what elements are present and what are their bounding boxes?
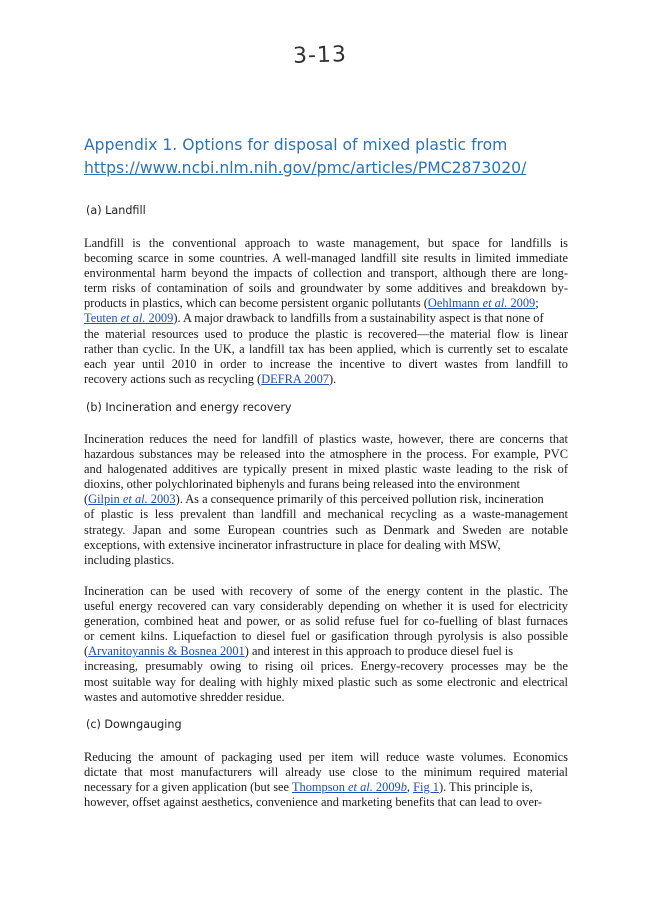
section-heading-downgauging: (c) Downgauging	[86, 718, 182, 731]
ref-oehlmann-2009[interactable]: Oehlmann et al. 2009	[427, 296, 536, 311]
incineration-paragraph-2: Incineration can be used with recovery of some of the energy content in the plastic. The useful energy recovered can vary considerably depending on whether it is used for electricity generation, combined heat and power, or as solid refuse fuel for co-fuelling of blast furnaces or cement kilns. Liquefaction to diesel fuel or gasification through pyrolysis is also possible (Arvanitoyannis & Bosnea 2001) and interest in this approach to produce diesel fuel is increasing, presumably owing to rising oil prices. Energy-recovery processes may be the most suitable way for dealing with highly mixed plastic such as some electronic and electrical wastes and automotive shredder residue.	[84, 584, 568, 704]
appendix-title	[84, 134, 584, 180]
ref-fig-1[interactable]: Fig 1	[413, 780, 439, 795]
appendix-title-text: Appendix 1. Options for disposal of mixed plastic from	[84, 136, 508, 154]
landfill-paragraph: Landfill is the conventional approach to waste management, but space for landfills is becoming scarce in some countries. A well-managed landfill site results in limited immediate environmental harm beyond the impacts of collection and transport, although there are long- term risks of contamination of soils and groundwater by some additives and breakdown by- products in plastics, which can become persistent organic pollutants (Oehlmann et al. 2009; Teuten et al. 2009). A major drawback to landfills from a sustainability aspect is that none of the material resources used to produce the plastic is recovered—the material flow is linear rather than cyclic. In the UK, a landfill tax has been applied, which is currently set to escalate each year until 2010 in order to increase the incentive to divert wastes from landfill to recovery actions such as recycling (DEFRA 2007).	[84, 236, 568, 386]
ref-gilpin-2003[interactable]: Gilpin et al. 2003	[88, 492, 176, 507]
ref-teuten-2009[interactable]: Teuten et al. 2009	[84, 311, 174, 326]
handwritten-page-number: 3-13	[292, 42, 348, 69]
ref-thompson-2009b[interactable]: Thompson et al. 2009b	[291, 780, 407, 795]
section-heading-landfill: (a) Landfill	[86, 204, 146, 217]
ref-defra-2007[interactable]: DEFRA 2007	[261, 371, 330, 386]
downgauging-paragraph: Reducing the amount of packaging used per item will reduce waste volumes. Economics dictate that most manufacturers will already use close to the minimum required material necessary for a given application (but see Thompson et al. 2009b, Fig 1). This principle is, however, offset against aesthetics, convenience and marketing benefits that can lead to over-	[84, 750, 568, 810]
source-link[interactable]: https://www.ncbi.nlm.nih.gov/pmc/articles/PMC2873020/	[84, 159, 527, 177]
incineration-paragraph-1: Incineration reduces the need for landfill of plastics waste, however, there are concerns that hazardous substances may be released into the atmosphere in the process. For example, PVC and halogenated additives are typically present in mixed plastic waste leading to the risk of dioxins, other polychlorinated biphenyls and furans being released into the environment (Gilpin et al. 2003). As a consequence primarily of this perceived pollution risk, incineration of plastic is less prevalent than landfill and mechanical recycling as a waste-management strategy. Japan and some European countries such as Denmark and Sweden are notable exceptions, with extensive incinerator infrastructure in place for dealing with MSW, including plastics.	[84, 432, 568, 567]
section-heading-incineration: (b) Incineration and energy recovery	[86, 401, 292, 414]
ref-arvanitoyannis-2001[interactable]: Arvanitoyannis & Bosnea 2001	[88, 644, 245, 659]
